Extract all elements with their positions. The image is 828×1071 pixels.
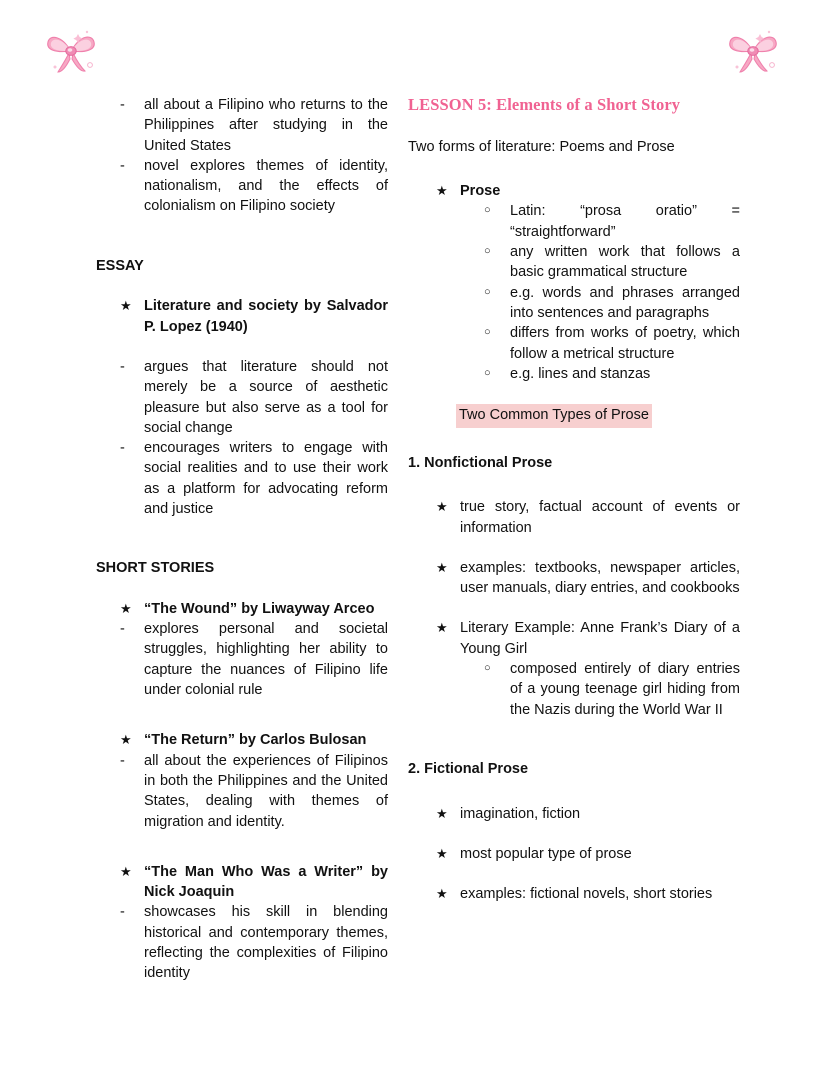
list-item [408, 884, 740, 904]
nonfictional-block [408, 497, 740, 720]
list-item-text: any written work that follows a basic grammatical structure [510, 244, 740, 281]
star-bullet-icon: ★ [120, 863, 132, 879]
list-item [96, 751, 388, 832]
pink-bow-icon [40, 20, 102, 82]
page-title: LESSON 5: Elements of a Short Story [408, 95, 681, 114]
intro-dash-list [96, 95, 388, 217]
dash-bullet-icon: - [120, 157, 125, 174]
list-item-text: “The Wound” by Liwayway Arceo [144, 600, 375, 617]
star-bullet-icon: ★ [436, 183, 448, 199]
spacer [408, 720, 740, 760]
list-item-text: most popular type of prose [460, 845, 632, 862]
star-bullet-icon: ★ [436, 805, 448, 821]
left-column [0, 95, 400, 984]
circle-bullet-icon: ○ [484, 245, 491, 258]
list-item [408, 283, 740, 324]
list-item [96, 902, 388, 983]
star-bullet-icon: ★ [120, 298, 132, 314]
circle-bullet-icon: ○ [484, 366, 491, 379]
list-item [96, 438, 388, 519]
list-item-text: true story, factual account of events or information [460, 499, 740, 536]
list-item [408, 844, 740, 864]
section-heading-essay: ESSAY [96, 257, 144, 274]
star-bullet-icon: ★ [120, 600, 132, 616]
intro-text: Two forms of literature: Poems and Prose [408, 138, 675, 155]
list-item-text: showcases his skill in blending historical and contemporary themes, reflecting the complexities of Filipino identity [144, 904, 388, 982]
star-bullet-icon: ★ [436, 559, 448, 575]
spacer [96, 217, 388, 257]
circle-bullet-icon: ○ [484, 326, 491, 339]
essay-block [96, 296, 388, 519]
star-bullet-icon: ★ [120, 732, 132, 748]
spacer [408, 538, 740, 558]
dash-bullet-icon: - [120, 440, 125, 457]
highlight-row [408, 404, 740, 428]
pink-bow-icon [722, 20, 784, 82]
dash-bullet-icon: - [120, 621, 125, 638]
list-item-text: “The Man Who Was a Writer” by Nick Joaquin [144, 863, 388, 901]
circle-bullet-icon: ○ [484, 662, 491, 675]
star-bullet-icon: ★ [436, 620, 448, 636]
spacer [408, 598, 740, 618]
list-item-text: encourages writers to engage with social realities and to use their work as a platform for advocating reform and justice [144, 440, 388, 518]
notes-columns [0, 95, 828, 984]
list-item [96, 730, 388, 750]
list-item [96, 296, 388, 337]
heading-nonfictional-prose: 1. Nonfictional Prose [408, 454, 553, 471]
circle-bullet-icon: ○ [484, 285, 491, 298]
list-item [96, 862, 388, 903]
highlighted-subheading: Two Common Types of Prose [456, 404, 652, 428]
spacer [96, 337, 388, 357]
list-item [96, 95, 388, 156]
dash-bullet-icon: - [120, 904, 125, 921]
short-story-item [96, 862, 388, 984]
list-item [96, 599, 388, 619]
heading-fictional-prose: 2. Fictional Prose [408, 760, 529, 777]
circle-bullet-icon: ○ [484, 204, 491, 217]
list-item-text: explores personal and societal struggles, highlighting her ability to capture the nuances of Filipino life under colonial rule [144, 621, 388, 699]
list-item-text: differs from works of poetry, which follow a metrical structure [510, 325, 740, 362]
star-bullet-icon: ★ [436, 845, 448, 861]
list-item [408, 558, 740, 599]
list-item [408, 618, 740, 659]
prose-block [408, 181, 740, 384]
list-item [96, 156, 388, 217]
list-item-text: all about a Filipino who returns to the Philippines after studying in the United States [144, 97, 388, 154]
star-bullet-icon: ★ [436, 499, 448, 515]
right-column [400, 95, 828, 904]
spacer [408, 824, 740, 844]
short-story-item [96, 599, 388, 700]
list-item-text: e.g. words and phrases arranged into sentences and paragraphs [510, 284, 740, 321]
star-bullet-icon: ★ [436, 886, 448, 902]
list-item-text: composed entirely of diary entries of a young teenage girl hiding from the Nazis during the World War II [510, 661, 740, 718]
list-item-text: all about the experiences of Filipinos in both the Philippines and the United States, dealing with themes of migration and identity. [144, 752, 388, 830]
list-item-text: Prose [460, 183, 501, 200]
spacer [96, 519, 388, 559]
list-item [96, 619, 388, 700]
list-item-text: Latin: “prosa oratio” = “straightforward” [510, 203, 740, 240]
list-item-text: Literature and society by Salvador P. Lopez (1940) [144, 298, 388, 335]
spacer [96, 700, 388, 730]
spacer [408, 864, 740, 884]
list-item [408, 181, 740, 201]
spacer [96, 832, 388, 862]
list-item-text: Literary Example: Anne Frank’s Diary of a Young Girl [460, 620, 740, 657]
list-item [96, 357, 388, 438]
dash-bullet-icon: - [120, 358, 125, 375]
list-item [408, 804, 740, 824]
list-item-text: imagination, fiction [460, 805, 581, 822]
fictional-block [408, 804, 740, 905]
list-item-text: examples: textbooks, newspaper articles, user manuals, diary entries, and cookbooks [460, 559, 740, 597]
list-item-text: novel explores themes of identity, nationalism, and the effects of colonialism on Filipino society [144, 157, 388, 215]
list-item-text: “The Return” by Carlos Bulosan [144, 732, 367, 749]
list-item [408, 497, 740, 538]
list-item [408, 323, 740, 364]
short-story-item [96, 730, 388, 831]
list-item [408, 242, 740, 283]
dash-bullet-icon: - [120, 97, 125, 113]
list-item [408, 659, 740, 720]
list-item-text: examples: fictional novels, short stories [460, 886, 713, 903]
list-item-text: e.g. lines and stanzas [510, 365, 651, 382]
list-item-text: argues that literature should not merely be a source of aesthetic pleasure but also serve as a tool for social change [144, 358, 388, 436]
dash-bullet-icon: - [120, 752, 125, 769]
list-item [408, 201, 740, 242]
section-heading-short-stories: SHORT STORIES [96, 560, 215, 577]
spacer [408, 384, 740, 404]
list-item [408, 364, 740, 384]
